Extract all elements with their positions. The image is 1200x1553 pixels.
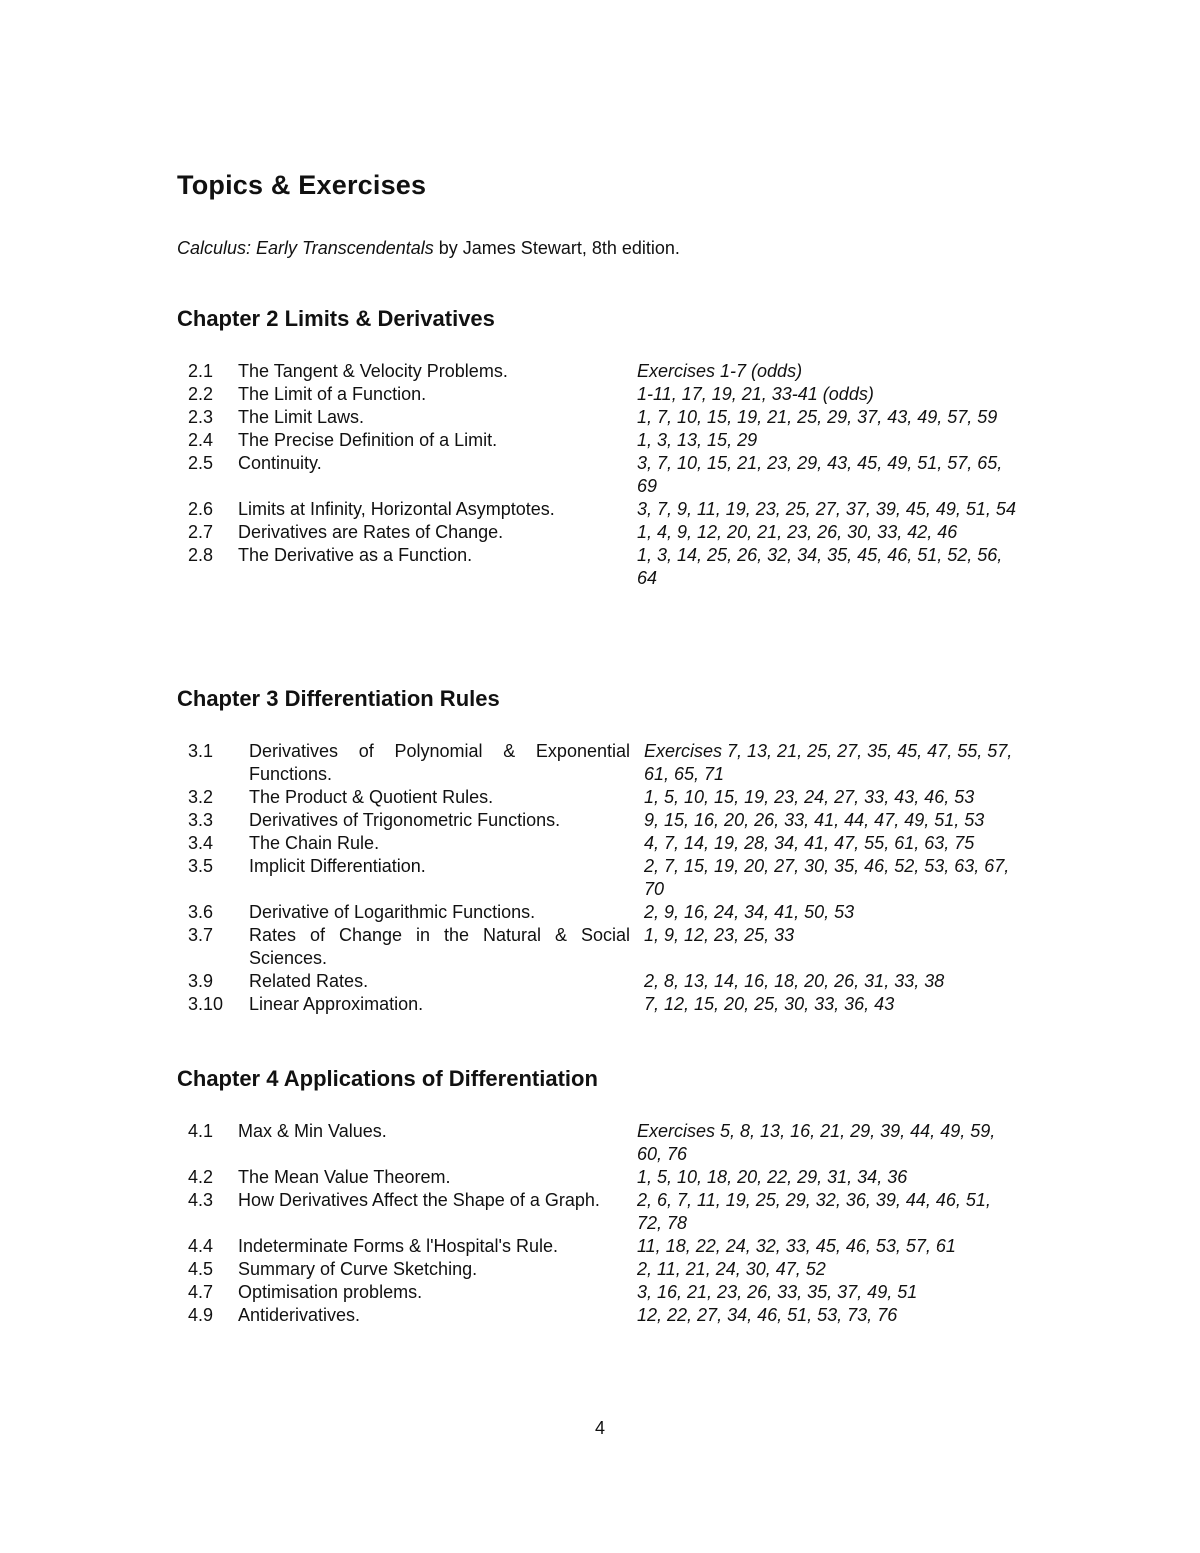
section-number: 2.2 — [188, 384, 214, 404]
section-number: 3.5 — [188, 856, 214, 876]
section-number: 2.8 — [188, 545, 214, 565]
section-exercises: 4, 7, 14, 19, 28, 34, 41, 47, 55, 61, 63, 75 — [644, 833, 975, 853]
table-row — [177, 1166, 1037, 1189]
section-topic: The Limit of a Function. — [238, 384, 427, 404]
chapter-heading: Chapter 4 Applications of Differentiation — [177, 1066, 598, 1091]
chapter-2-section — [177, 306, 1037, 590]
section-topic: Derivatives are Rates of Change. — [238, 522, 504, 542]
section-number: 4.5 — [188, 1259, 214, 1279]
section-topic: Derivative of Logarithmic Functions. — [249, 902, 536, 922]
section-topic: Derivatives of Polynomial & Exponential Functions. — [249, 741, 630, 784]
section-exercises: 3, 7, 10, 15, 21, 23, 29, 43, 45, 49, 51, 57, 65, 69 — [637, 453, 1003, 496]
section-number: 3.9 — [188, 971, 214, 991]
section-topic: Continuity. — [238, 453, 322, 473]
section-topic: Max & Min Values. — [238, 1121, 387, 1141]
section-exercises: Exercises 1-7 (odds) — [637, 361, 803, 381]
section-number: 2.4 — [188, 430, 214, 450]
table-row — [177, 1235, 1037, 1258]
table-row — [177, 544, 1037, 590]
section-exercises: 11, 18, 22, 24, 32, 33, 45, 46, 53, 57, 61 — [637, 1236, 956, 1256]
table-row — [177, 809, 1037, 832]
section-topic: Derivatives of Trigonometric Functions. — [249, 810, 561, 830]
section-number: 3.10 — [188, 994, 224, 1014]
table-row — [177, 970, 1037, 993]
section-exercises: 3, 16, 21, 23, 26, 33, 35, 37, 49, 51 — [637, 1282, 918, 1302]
table-row — [177, 855, 1037, 901]
table-row — [177, 1189, 1037, 1235]
table-row — [177, 1120, 1037, 1166]
section-number: 2.5 — [188, 453, 214, 473]
table-row — [177, 924, 1037, 970]
page-title: Topics & Exercises — [177, 170, 427, 200]
chapter-4-section — [177, 1066, 1037, 1327]
section-number: 2.7 — [188, 522, 214, 542]
table-row — [177, 383, 1037, 406]
section-exercises: 9, 15, 16, 20, 26, 33, 41, 44, 47, 49, 51, 53 — [644, 810, 985, 830]
section-exercises: 3, 7, 9, 11, 19, 23, 25, 27, 37, 39, 45, 49, 51, 54 — [637, 499, 1016, 519]
table-row — [177, 832, 1037, 855]
section-topic: Indeterminate Forms & l'Hospital's Rule. — [238, 1236, 558, 1256]
chapter-heading: Chapter 2 Limits & Derivatives — [177, 306, 495, 331]
section-number: 3.1 — [188, 741, 214, 761]
section-topic: The Chain Rule. — [249, 833, 380, 853]
section-exercises: 1-11, 17, 19, 21, 33-41 (odds) — [637, 384, 874, 404]
section-number: 4.9 — [188, 1305, 214, 1325]
section-number: 2.1 — [188, 361, 214, 381]
table-row — [177, 429, 1037, 452]
section-exercises: 2, 8, 13, 14, 16, 18, 20, 26, 31, 33, 38 — [644, 971, 945, 991]
section-number: 4.7 — [188, 1282, 214, 1302]
section-topic: How Derivatives Affect the Shape of a Graph. — [238, 1190, 600, 1210]
page-number: 4 — [594, 1418, 605, 1438]
section-number: 3.6 — [188, 902, 214, 922]
section-exercises: 2, 7, 15, 19, 20, 27, 30, 35, 46, 52, 53, 63, 67, 70 — [644, 856, 1010, 899]
section-exercises: 1, 3, 14, 25, 26, 32, 34, 35, 45, 46, 51, 52, 56, 64 — [637, 545, 1003, 588]
table-row — [177, 498, 1037, 521]
section-exercises: 12, 22, 27, 34, 46, 51, 53, 73, 76 — [637, 1305, 898, 1325]
chapter-3-section — [177, 686, 1037, 1016]
section-number: 2.3 — [188, 407, 214, 427]
section-exercises: 1, 5, 10, 15, 19, 23, 24, 27, 33, 43, 46, 53 — [644, 787, 975, 807]
section-exercises: Exercises 5, 8, 13, 16, 21, 29, 39, 44, 49, 59, 60, 76 — [637, 1121, 996, 1164]
section-topic: The Product & Quotient Rules. — [249, 787, 494, 807]
section-topic: Rates of Change in the Natural & Social Sciences. — [249, 925, 630, 968]
section-number: 4.2 — [188, 1167, 214, 1187]
table-row — [177, 406, 1037, 429]
section-exercises: 1, 5, 10, 18, 20, 22, 29, 31, 34, 36 — [637, 1167, 908, 1187]
section-topic: The Tangent & Velocity Problems. — [238, 361, 508, 381]
section-topic: The Limit Laws. — [238, 407, 365, 427]
section-exercises: 2, 9, 16, 24, 34, 41, 50, 53 — [644, 902, 855, 922]
section-exercises: 1, 3, 13, 15, 29 — [637, 430, 758, 450]
section-number: 3.7 — [188, 925, 214, 945]
section-number: 4.3 — [188, 1190, 214, 1210]
section-topic: Linear Approximation. — [249, 994, 424, 1014]
exercise-table — [177, 1120, 1037, 1327]
section-exercises: 7, 12, 15, 20, 25, 30, 33, 36, 43 — [644, 994, 895, 1014]
section-number: 3.2 — [188, 787, 214, 807]
section-topic: Summary of Curve Sketching. — [238, 1259, 478, 1279]
section-exercises: 1, 9, 12, 23, 25, 33 — [644, 925, 795, 945]
table-row — [177, 786, 1037, 809]
section-exercises: 2, 6, 7, 11, 19, 25, 29, 32, 36, 39, 44, 46, 51, 72, 78 — [637, 1190, 991, 1233]
table-row — [177, 1258, 1037, 1281]
section-exercises: 2, 11, 21, 24, 30, 47, 52 — [637, 1259, 826, 1279]
book-title: Calculus: Early Transcendentals — [177, 238, 434, 258]
section-topic: The Precise Definition of a Limit. — [238, 430, 498, 450]
section-number: 2.6 — [188, 499, 214, 519]
section-number: 3.3 — [188, 810, 214, 830]
table-row — [177, 360, 1037, 383]
section-number: 4.1 — [188, 1121, 214, 1141]
section-topic: Optimisation problems. — [238, 1282, 423, 1302]
section-topic: Related Rates. — [249, 971, 369, 991]
section-topic: Antiderivatives. — [238, 1305, 361, 1325]
chapter-heading: Chapter 3 Differentiation Rules — [177, 686, 500, 711]
table-row — [177, 740, 1037, 786]
table-row — [177, 1281, 1037, 1304]
section-topic: The Mean Value Theorem. — [238, 1167, 451, 1187]
table-row — [177, 521, 1037, 544]
book-reference — [177, 238, 680, 259]
table-row — [177, 901, 1037, 924]
table-row — [177, 993, 1037, 1016]
exercise-table — [177, 740, 1037, 1016]
section-topic: The Derivative as a Function. — [238, 545, 473, 565]
section-topic: Implicit Differentiation. — [249, 856, 426, 876]
table-row — [177, 1304, 1037, 1327]
section-topic: Limits at Infinity, Horizontal Asymptotes. — [238, 499, 555, 519]
section-number: 4.4 — [188, 1236, 214, 1256]
table-row — [177, 452, 1037, 498]
section-number: 3.4 — [188, 833, 214, 853]
section-exercises: 1, 7, 10, 15, 19, 21, 25, 29, 37, 43, 49, 57, 59 — [637, 407, 998, 427]
section-exercises: 1, 4, 9, 12, 20, 21, 23, 26, 30, 33, 42, 46 — [637, 522, 958, 542]
exercise-table — [177, 360, 1037, 590]
section-exercises: Exercises 7, 13, 21, 25, 27, 35, 45, 47, 55, 57, 61, 65, 71 — [644, 741, 1013, 784]
book-author-edition: by James Stewart, 8th edition. — [433, 238, 680, 258]
